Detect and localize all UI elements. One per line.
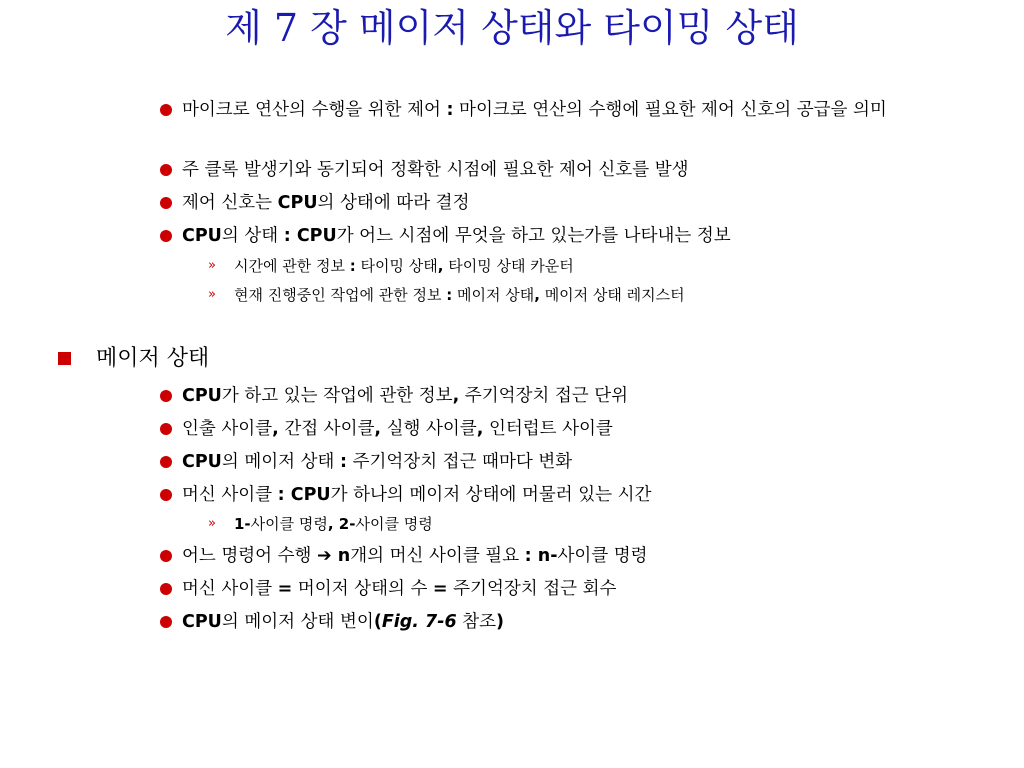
text-segment: 머이저 상태의 수: [292, 579, 433, 599]
text-bold: =: [432, 579, 448, 599]
text-bold: =: [277, 579, 293, 599]
text-segment: 가 하나의 메이저 상태에 머물러 있는 시간: [330, 485, 652, 505]
text-bold: :: [349, 257, 356, 275]
raquo-bullet-icon: »: [208, 516, 216, 531]
text-bold: ,: [374, 419, 382, 439]
text-segment: 주기억장치 접근 단위: [459, 386, 629, 406]
bullet-dot-icon: [160, 230, 172, 242]
text-segment: 인출 사이클: [182, 419, 273, 439]
text-segment: 타이밍 상태: [355, 257, 438, 275]
text-bold: :: [446, 286, 453, 304]
raquo-bullet-icon: »: [208, 287, 216, 302]
list-item: [160, 97, 990, 149]
list-item: [160, 543, 990, 569]
sub-list-item-text: [234, 255, 574, 277]
text-segment: 어느 명령어 수행: [182, 546, 318, 566]
list-item-text: [182, 482, 651, 508]
text-bold: : CPU: [283, 226, 337, 246]
text-bold: ,: [534, 286, 540, 304]
square-bullet-icon: [58, 352, 71, 365]
right-arrow-icon: ➔: [317, 546, 332, 566]
text-segment: 주기억장치 접근 회수: [447, 579, 617, 599]
text-bold: CPU: [182, 612, 222, 632]
text-bold: :: [340, 452, 348, 472]
bullet-dot-icon: [160, 164, 172, 176]
list-item-text: 주 클록 발생기와 동기되어 정확한 시점에 필요한 제어 신호를 발생: [182, 160, 689, 180]
text-segment: 의 상태: [221, 226, 284, 246]
bullet-dot-icon: [160, 197, 172, 209]
text-segment: 주기억장치 접근 때마다 변화: [347, 452, 573, 472]
list-item: [160, 416, 990, 442]
text-bold-italic: Fig. 7-6: [381, 612, 457, 632]
bullet-dot-icon: [160, 583, 172, 595]
bullet-dot-icon: [160, 104, 172, 116]
list-item: [160, 449, 990, 475]
sub-list-item-text: [234, 513, 433, 535]
text-bold: ,: [452, 386, 460, 406]
list-item-text: [182, 416, 613, 442]
text-bold: ,: [437, 257, 444, 275]
list-item: [160, 383, 990, 409]
bullet-dot-icon: [160, 616, 172, 628]
text-segment: 가 어느 시점에 무엇을 하고 있는가를 나타내는 정보: [336, 226, 731, 246]
text-segment: 참조: [456, 612, 497, 632]
list-item-text: [182, 190, 469, 216]
list-item: [160, 609, 990, 635]
text-bold: CPU: [277, 193, 318, 213]
list-item-text: [182, 609, 504, 635]
text-bold: ,: [272, 419, 279, 439]
list-item-text: [182, 449, 572, 475]
sub-list-item: [208, 513, 988, 535]
text-segment: 의 메이저 상태 변이: [221, 612, 374, 632]
text-bold: CPU: [182, 226, 222, 246]
text-bold: :: [446, 100, 454, 120]
list-item-text: [182, 97, 982, 123]
raquo-bullet-icon: »: [208, 258, 216, 273]
bullet-dot-icon: [160, 423, 172, 435]
text-segment: 인터럽트 사이클: [483, 419, 613, 439]
text-bold: : CPU: [277, 485, 331, 505]
list-item: [160, 482, 990, 508]
list-item: [160, 157, 990, 183]
text-segment: 의 메이저 상태: [221, 452, 341, 472]
list-item: [160, 190, 990, 216]
section-heading: [58, 344, 658, 374]
list-item-text: [182, 576, 616, 602]
bullet-dot-icon: [160, 456, 172, 468]
bullet-dot-icon: [160, 489, 172, 501]
sub-list-item-text: [234, 284, 685, 306]
text-bold: : n-: [524, 546, 558, 566]
text-bold: (: [373, 612, 382, 632]
text-bold: ): [496, 612, 505, 632]
list-item-text: [182, 223, 731, 249]
text-segment: 의 상태에 따라 결정: [317, 193, 470, 213]
text-segment: 메이저 상태: [452, 286, 535, 304]
text-segment: 마이크로 연산의 수행에 필요한 제어 신호의 공급을 의미: [453, 100, 887, 120]
section-heading-text: 메이저 상태: [96, 346, 210, 371]
list-item-text: [182, 543, 648, 569]
text-segment: 사이클 명령: [355, 515, 433, 533]
text-bold: ,: [476, 419, 484, 439]
text-segment: 간접 사이클: [278, 419, 375, 439]
text-segment: 실행 사이클: [381, 419, 477, 439]
text-segment: 메이저 상태 레지스터: [539, 286, 685, 304]
text-bold: CPU: [182, 452, 222, 472]
text-segment: 타이밍 상태 카운터: [443, 257, 574, 275]
text-bold: n: [331, 546, 351, 566]
text-segment: 제어 신호는: [182, 193, 278, 213]
bullet-dot-icon: [160, 390, 172, 402]
text-segment: 마이크로 연산의 수행을 위한 제어: [182, 100, 447, 120]
text-bold: , 2-: [327, 515, 356, 533]
text-segment: 사이클 명령: [250, 515, 328, 533]
sub-list-item: [208, 255, 988, 277]
bullet-dot-icon: [160, 550, 172, 562]
text-segment: 사이클 명령: [557, 546, 648, 566]
list-item: [160, 223, 990, 249]
text-segment: 가 하고 있는 작업에 관한 정보: [221, 386, 453, 406]
text-segment: 시간에 관한 정보: [234, 257, 350, 275]
list-item: [160, 576, 990, 602]
text-segment: 머신 사이클: [182, 485, 278, 505]
text-segment: 개의 머신 사이클 필요: [350, 546, 525, 566]
text-segment: 현재 진행중인 작업에 관한 정보: [234, 286, 447, 304]
text-bold: 1-: [234, 515, 251, 533]
list-item-text: [182, 383, 628, 409]
text-segment: 머신 사이클: [182, 579, 278, 599]
sub-list-item: [208, 284, 988, 306]
slide-title: 제 7 장 메이저 상태와 타이밍 상태: [225, 6, 799, 50]
text-bold: CPU: [182, 386, 222, 406]
